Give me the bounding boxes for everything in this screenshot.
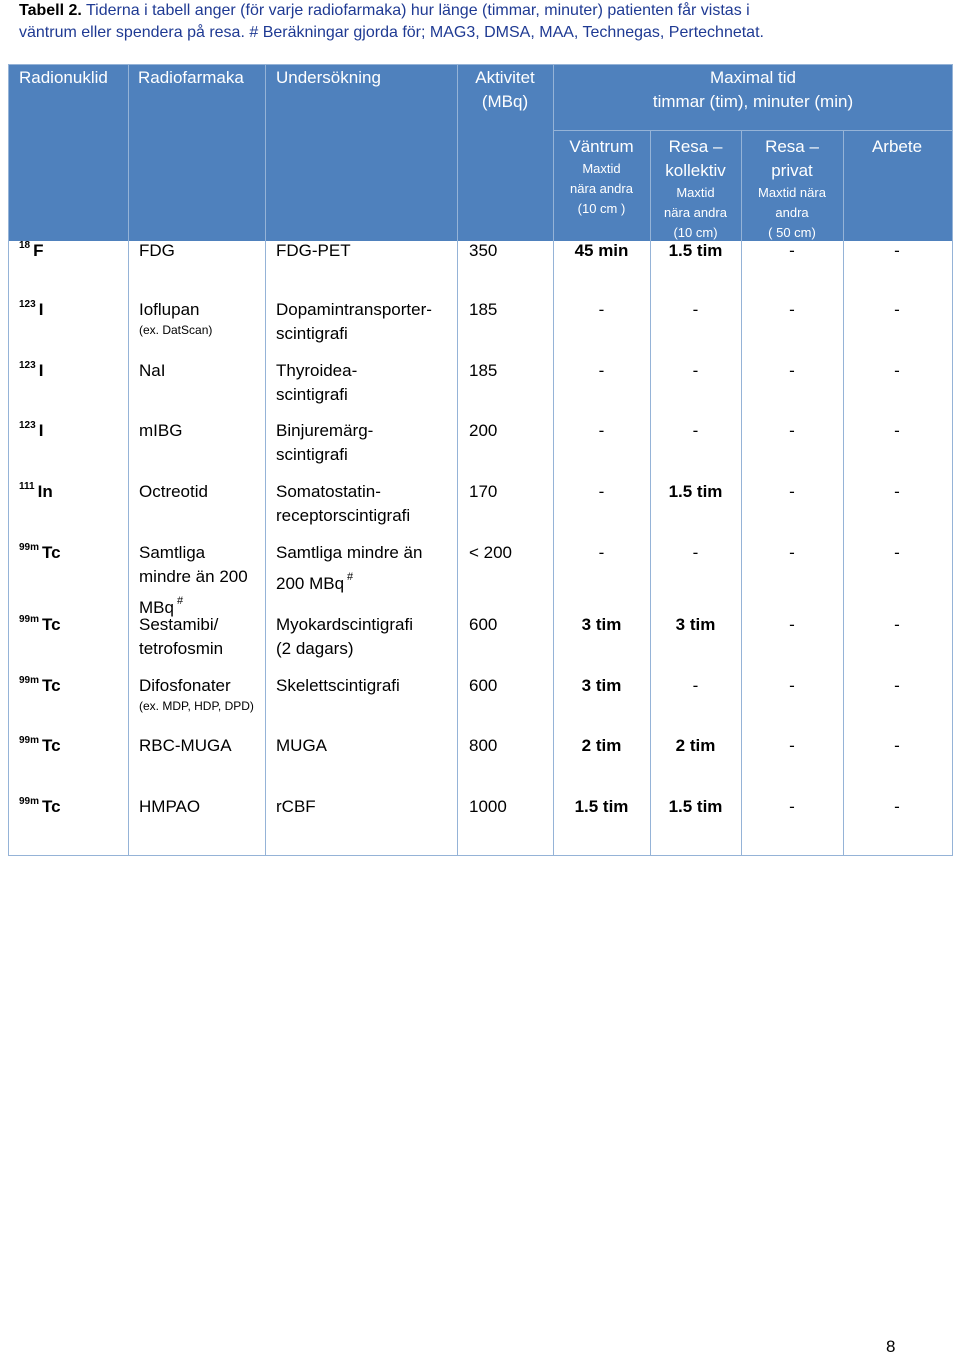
header-radionuklid: Radionuklid bbox=[19, 68, 108, 87]
undersokning-cell bbox=[276, 480, 410, 528]
radiofarmaka-note: (ex. MDP, HDP, DPD) bbox=[139, 699, 254, 713]
aktivitet-cell: 800 bbox=[469, 736, 498, 755]
radionuclide-cell bbox=[19, 239, 44, 263]
header-vantrum-sub3: (10 cm ) bbox=[577, 201, 626, 216]
radiofarmaka-table bbox=[8, 64, 953, 856]
radiofarmaka-text: Samtliga bbox=[139, 543, 206, 562]
vantrum-cell: 3 tim bbox=[581, 615, 622, 634]
undersokning-line bbox=[276, 239, 351, 263]
vantrum-cell: 2 tim bbox=[581, 736, 622, 755]
header-resa-kollektiv bbox=[650, 135, 741, 243]
radiofarmaka-cell bbox=[139, 239, 175, 263]
header-resa-kollektiv-sub2: nära andra bbox=[664, 205, 727, 220]
header-aktivitet bbox=[457, 66, 553, 114]
header-resa-privat bbox=[741, 135, 843, 243]
arbete-cell: - bbox=[894, 736, 900, 755]
radiofarmaka-text: tetrofosmin bbox=[139, 639, 224, 658]
radiofarmaka-line bbox=[139, 480, 208, 504]
undersokning-cell bbox=[276, 541, 422, 596]
nuclide-symbol: Tc bbox=[42, 676, 61, 695]
radiofarmaka-line bbox=[139, 359, 165, 383]
radiofarmaka-line bbox=[139, 734, 232, 758]
radiofarmaka-text: mindre än 200 bbox=[139, 567, 248, 586]
undersokning-line bbox=[276, 613, 413, 637]
header-resa-privat-sub3: ( 50 cm) bbox=[768, 225, 816, 240]
resa-privat-cell: - bbox=[789, 543, 795, 562]
arbete-cell: - bbox=[894, 241, 900, 260]
nuclide-symbol: F bbox=[33, 241, 44, 260]
arbete-cell: - bbox=[894, 361, 900, 380]
radionuclide-cell bbox=[19, 674, 61, 698]
undersokning-line bbox=[276, 322, 432, 346]
vantrum-cell: 3 tim bbox=[581, 676, 622, 695]
nuclide-symbol: Tc bbox=[42, 736, 61, 755]
undersokning-line bbox=[276, 443, 373, 467]
header-aktivitet-line2: (MBq) bbox=[481, 92, 529, 111]
undersokning-cell bbox=[276, 674, 400, 698]
arbete-cell: - bbox=[894, 482, 900, 501]
undersokning-text: Binjuremärg- bbox=[276, 421, 374, 440]
footnote-mark: # bbox=[176, 595, 184, 607]
isotope-mass-number: 18 bbox=[19, 240, 31, 251]
resa-kollektiv-cell: 2 tim bbox=[675, 736, 716, 755]
radiofarmaka-line bbox=[139, 541, 248, 565]
header-undersokning: Undersökning bbox=[276, 68, 381, 87]
radionuclide-cell bbox=[19, 359, 43, 383]
arbete-cell: - bbox=[894, 421, 900, 440]
radiofarmaka-text: Octreotid bbox=[139, 482, 208, 501]
header-arbete: Arbete bbox=[871, 137, 923, 156]
caption-text-1: Tiderna i tabell anger (för varje radiofarmaka) hur länge (timmar, minuter) patienten får vistas i bbox=[86, 2, 750, 19]
resa-privat-cell: - bbox=[789, 361, 795, 380]
header-resa-privat-sub1: Maxtid nära bbox=[758, 185, 826, 200]
radiofarmaka-text: RBC-MUGA bbox=[139, 736, 232, 755]
isotope-mass-number: 111 bbox=[19, 481, 35, 492]
radionuclide-cell bbox=[19, 541, 61, 565]
undersokning-line bbox=[276, 734, 327, 758]
undersokning-line bbox=[276, 359, 357, 383]
aktivitet-cell: 185 bbox=[469, 300, 498, 319]
radiofarmaka-line bbox=[139, 613, 223, 637]
undersokning-text: 200 MBq bbox=[276, 574, 345, 593]
undersokning-text: Dopamintransporter- bbox=[276, 300, 432, 319]
isotope-mass-number: 123 bbox=[19, 360, 36, 371]
resa-privat-cell: - bbox=[789, 797, 795, 816]
aktivitet-cell: 185 bbox=[469, 361, 498, 380]
radiofarmaka-text: Ioflupan bbox=[139, 300, 200, 319]
aktivitet-cell: 200 bbox=[469, 421, 498, 440]
resa-privat-cell: - bbox=[789, 482, 795, 501]
page-number: 8 bbox=[886, 1337, 896, 1356]
resa-kollektiv-cell: - bbox=[692, 421, 699, 440]
arbete-cell: - bbox=[894, 543, 900, 562]
radiofarmaka-text: NaI bbox=[139, 361, 166, 380]
radionuclide-cell bbox=[19, 480, 53, 504]
isotope-mass-number: 99m bbox=[19, 796, 40, 807]
aktivitet-cell: 600 bbox=[469, 615, 498, 634]
table-caption bbox=[19, 0, 939, 44]
vantrum-cell: - bbox=[598, 421, 605, 440]
nuclide-symbol: I bbox=[38, 300, 44, 319]
header-vantrum-sub2: nära andra bbox=[570, 181, 633, 196]
radiofarmaka-cell bbox=[139, 480, 208, 504]
radionuclide-cell bbox=[19, 734, 61, 758]
undersokning-cell bbox=[276, 613, 413, 661]
radiofarmaka-cell bbox=[139, 419, 182, 443]
radiofarmaka-text: FDG bbox=[139, 241, 175, 260]
header-resa-kollektiv-sub1: Maxtid bbox=[676, 185, 715, 200]
resa-kollektiv-cell: 1.5 tim bbox=[668, 241, 723, 260]
nuclide-symbol: Tc bbox=[42, 615, 61, 634]
undersokning-line bbox=[276, 541, 422, 565]
aktivitet-cell: 1000 bbox=[469, 797, 507, 816]
isotope-mass-number: 99m bbox=[19, 675, 40, 686]
isotope-mass-number: 99m bbox=[19, 614, 40, 625]
nuclide-symbol: I bbox=[38, 361, 44, 380]
resa-privat-cell: - bbox=[789, 736, 795, 755]
undersokning-text: Somatostatin- bbox=[276, 482, 381, 501]
nuclide-symbol: Tc bbox=[42, 797, 61, 816]
undersokning-text: FDG-PET bbox=[276, 241, 351, 260]
undersokning-text: MUGA bbox=[276, 736, 327, 755]
radiofarmaka-cell bbox=[139, 613, 223, 661]
undersokning-line bbox=[276, 298, 432, 322]
nuclide-symbol: In bbox=[37, 482, 53, 501]
vantrum-cell: - bbox=[598, 361, 605, 380]
undersokning-text: Thyroidea- bbox=[276, 361, 358, 380]
header-resa-privat-title2: privat bbox=[771, 161, 813, 180]
undersokning-text: scintigrafi bbox=[276, 385, 348, 404]
radiofarmaka-text: Difosfonater bbox=[139, 676, 231, 695]
undersokning-cell bbox=[276, 419, 373, 467]
radiofarmaka-cell bbox=[139, 298, 212, 338]
undersokning-text: Myokardscintigrafi bbox=[276, 615, 413, 634]
aktivitet-cell: < 200 bbox=[469, 543, 513, 562]
radiofarmaka-line bbox=[139, 298, 212, 322]
undersokning-text: scintigrafi bbox=[276, 445, 348, 464]
radiofarmaka-line bbox=[139, 419, 182, 443]
undersokning-line bbox=[276, 565, 422, 596]
radiofarmaka-cell bbox=[139, 359, 165, 383]
undersokning-line bbox=[276, 504, 410, 528]
header-resa-kollektiv-title2: kollektiv bbox=[665, 161, 726, 180]
arbete-cell: - bbox=[894, 676, 900, 695]
nuclide-symbol: Tc bbox=[42, 543, 61, 562]
undersokning-line bbox=[276, 795, 316, 819]
radiofarmaka-line bbox=[139, 239, 175, 263]
radionuclide-cell bbox=[19, 613, 61, 637]
isotope-mass-number: 123 bbox=[19, 420, 36, 431]
undersokning-line bbox=[276, 637, 413, 661]
caption-text-2: väntrum eller spendera på resa. # Beräkningar gjorda för; MAG3, DMSA, MAA, Technegas, Pertechnetat. bbox=[19, 24, 764, 41]
resa-privat-cell: - bbox=[789, 300, 795, 319]
footnote-mark: # bbox=[347, 571, 354, 583]
resa-privat-cell: - bbox=[789, 241, 795, 260]
caption-label: Tabell 2. bbox=[19, 2, 82, 19]
header-vantrum bbox=[553, 135, 650, 219]
radiofarmaka-cell bbox=[139, 541, 248, 620]
header-maxtid-line1: Maximal tid bbox=[710, 68, 796, 87]
resa-kollektiv-cell: - bbox=[692, 676, 699, 695]
vantrum-cell: 45 min bbox=[574, 241, 629, 260]
undersokning-text: Samtliga mindre än bbox=[276, 543, 423, 562]
caption-line-1 bbox=[19, 0, 939, 22]
resa-kollektiv-cell: 3 tim bbox=[675, 615, 716, 634]
header-vantrum-title: Väntrum bbox=[569, 137, 634, 156]
radiofarmaka-line bbox=[139, 637, 223, 661]
header-resa-privat-sub2: andra bbox=[775, 205, 809, 220]
vantrum-cell: - bbox=[598, 543, 605, 562]
vantrum-cell: - bbox=[598, 482, 605, 501]
resa-privat-cell: - bbox=[789, 615, 795, 634]
radiofarmaka-text: HMPAO bbox=[139, 797, 201, 816]
undersokning-text: receptorscintigrafi bbox=[276, 506, 411, 525]
undersokning-line bbox=[276, 419, 373, 443]
undersokning-line bbox=[276, 480, 410, 504]
undersokning-cell bbox=[276, 239, 351, 263]
resa-kollektiv-cell: 1.5 tim bbox=[668, 797, 723, 816]
isotope-mass-number: 99m bbox=[19, 735, 40, 746]
resa-kollektiv-cell: 1.5 tim bbox=[668, 482, 723, 501]
arbete-cell: - bbox=[894, 615, 900, 634]
undersokning-cell bbox=[276, 795, 316, 819]
header-maxtid-line2: timmar (tim), minuter (min) bbox=[652, 92, 854, 111]
isotope-mass-number: 123 bbox=[19, 299, 36, 310]
resa-kollektiv-cell: - bbox=[692, 361, 699, 380]
arbete-cell: - bbox=[894, 797, 900, 816]
vantrum-cell: - bbox=[598, 300, 605, 319]
header-resa-kollektiv-sub3: (10 cm) bbox=[673, 225, 718, 240]
undersokning-line bbox=[276, 674, 400, 698]
undersokning-cell bbox=[276, 359, 357, 407]
resa-kollektiv-cell: - bbox=[692, 543, 699, 562]
undersokning-text: (2 dagars) bbox=[276, 639, 354, 658]
undersokning-cell bbox=[276, 734, 327, 758]
undersokning-text: Skelettscintigrafi bbox=[276, 676, 400, 695]
radiofarmaka-text: MBq bbox=[139, 598, 174, 617]
resa-kollektiv-cell: - bbox=[692, 300, 699, 319]
radiofarmaka-line bbox=[139, 795, 200, 819]
radiofarmaka-cell bbox=[139, 734, 232, 758]
isotope-mass-number: 99m bbox=[19, 542, 40, 553]
radiofarmaka-cell bbox=[139, 795, 200, 819]
header-radiofarmaka: Radiofarmaka bbox=[138, 68, 244, 87]
radionuclide-cell bbox=[19, 795, 61, 819]
radiofarmaka-line bbox=[139, 674, 254, 698]
nuclide-symbol: I bbox=[38, 421, 44, 440]
header-aktivitet-line1: Aktivitet bbox=[475, 68, 535, 87]
radiofarmaka-note: (ex. DatScan) bbox=[139, 323, 213, 337]
aktivitet-cell: 600 bbox=[469, 676, 498, 695]
resa-privat-cell: - bbox=[789, 676, 795, 695]
radiofarmaka-cell bbox=[139, 674, 254, 714]
undersokning-line bbox=[276, 383, 357, 407]
undersokning-text: scintigrafi bbox=[276, 324, 348, 343]
radionuclide-cell bbox=[19, 298, 43, 322]
aktivitet-cell: 170 bbox=[469, 482, 498, 501]
arbete-cell: - bbox=[894, 300, 900, 319]
radiofarmaka-text: mIBG bbox=[139, 421, 183, 440]
header-resa-privat-title1: Resa – bbox=[765, 137, 819, 156]
header-resa-kollektiv-title1: Resa – bbox=[668, 137, 723, 156]
undersokning-text: rCBF bbox=[276, 797, 316, 816]
radionuclide-cell bbox=[19, 419, 43, 443]
radiofarmaka-text: Sestamibi/ bbox=[139, 615, 219, 634]
undersokning-cell bbox=[276, 298, 432, 346]
radiofarmaka-line bbox=[139, 565, 248, 589]
aktivitet-cell: 350 bbox=[469, 241, 498, 260]
header-maxtid bbox=[553, 66, 953, 114]
header-vantrum-sub1: Maxtid bbox=[582, 161, 621, 176]
vantrum-cell: 1.5 tim bbox=[574, 797, 629, 816]
resa-privat-cell: - bbox=[789, 421, 795, 440]
